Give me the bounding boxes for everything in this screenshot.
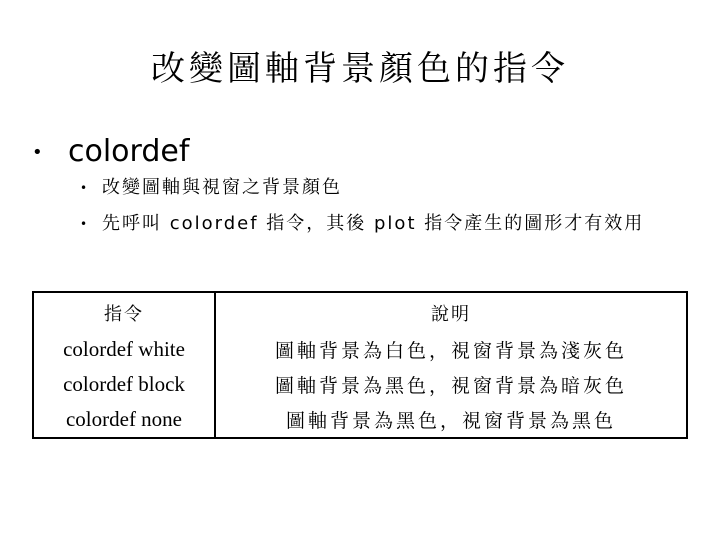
- subbullet-2: [80, 210, 662, 238]
- command-cell: colordef white: [33, 332, 215, 367]
- subbullet-1: [80, 174, 662, 202]
- bullet-colordef: [32, 132, 189, 173]
- header-description: 說明: [431, 303, 471, 325]
- bullet-marker: •: [32, 141, 43, 163]
- description-cell: 圖軸背景為黑色，視窗背景為黑色: [285, 410, 616, 432]
- subbullet-marker: •: [80, 217, 88, 231]
- description-cell: 圖軸背景為白色，視窗背景為淺灰色: [274, 340, 627, 362]
- command-table: [32, 291, 688, 439]
- command-cell: colordef none: [33, 402, 215, 438]
- bullet-text: colordef: [68, 134, 190, 169]
- table-row: [33, 332, 687, 367]
- subbullet-marker: •: [80, 181, 88, 195]
- table-row: [33, 367, 687, 402]
- table-row: [33, 402, 687, 438]
- subbullet-text: 先呼叫 colordef 指令，其後 plot 指令產生的圖形才有效用: [102, 213, 645, 234]
- command-cell: colordef block: [33, 367, 215, 402]
- slide-title: 改變圖軸背景顏色的指令: [151, 49, 569, 89]
- description-cell: 圖軸背景為黑色，視窗背景為暗灰色: [274, 375, 627, 397]
- subbullet-text: 改變圖軸與視窗之背景顏色: [102, 177, 342, 198]
- header-command: 指令: [33, 292, 215, 332]
- table-header-row: [33, 292, 687, 332]
